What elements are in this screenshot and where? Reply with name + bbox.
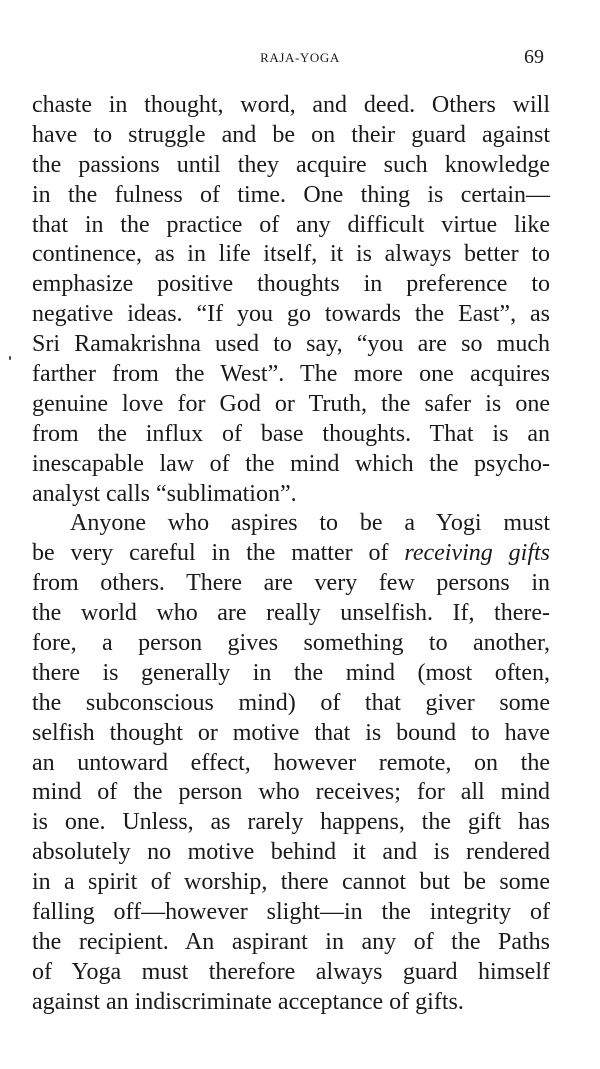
page-number: 69 [524, 46, 544, 68]
paragraph-1 [32, 91, 550, 509]
text-line: in the fulness of time. One thing is certain— [32, 181, 550, 208]
text-span: be very careful in the matter of [32, 540, 405, 567]
margin-mark [9, 356, 11, 360]
text-line: inescapable law of the mind which the psycho- [32, 450, 550, 477]
text-line: from the influx of base thoughts. That is an [32, 420, 550, 447]
text-line: the subconscious mind) of that giver some [32, 689, 550, 716]
text-line: that in the practice of any difficult virtue like [32, 211, 550, 238]
text-line: emphasize positive thoughts in preference to [32, 271, 550, 298]
text-line: an untoward effect, however remote, on the [32, 749, 550, 776]
text-line: absolutely no motive behind it and is rendered [32, 839, 550, 866]
text-line: analyst calls “sublimation”. [32, 480, 297, 507]
text-line: selfish thought or motive that is bound to have [32, 719, 550, 746]
text-line: from others. There are very few persons in [32, 570, 550, 597]
running-title: RAJA-YOGA [260, 50, 340, 65]
text-line [32, 539, 550, 569]
text-line: there is generally in the mind (most often, [32, 659, 550, 686]
text-line: have to struggle and be on their guard against [32, 121, 550, 148]
text-line: negative ideas. “If you go towards the East”, as [32, 301, 550, 328]
body-text [32, 91, 550, 1018]
text-line: chaste in thought, word, and deed. Others will [32, 92, 550, 118]
text-line: the recipient. An aspirant in any of the Paths [32, 928, 550, 955]
text-line: mind of the person who receives; for all mind [32, 779, 550, 806]
text-line: falling off—however slight—in the integrity of [32, 899, 550, 926]
running-header [0, 46, 600, 70]
text-line: the passions until they acquire such knowledge [32, 151, 550, 178]
italic-emphasis: receiving gifts [404, 540, 550, 567]
text-line: the world who are really unselfish. If, there- [32, 600, 550, 627]
text-line: farther from the West”. The more one acquires [32, 361, 550, 388]
paragraph-2 [32, 509, 550, 1017]
text-line: genuine love for God or Truth, the safer is one [32, 390, 550, 417]
text-line: against an indiscriminate acceptance of gifts. [32, 988, 464, 1015]
text-line: fore, a person gives something to another, [32, 630, 550, 657]
text-line: is one. Unless, as rarely happens, the gift has [32, 809, 550, 836]
text-line: Anyone who aspires to be a Yogi must [70, 510, 550, 537]
text-line: in a spirit of worship, there cannot but be some [32, 869, 550, 896]
text-line: of Yoga must therefore always guard himself [32, 958, 550, 985]
text-line: Sri Ramakrishna used to say, “you are so much [32, 331, 550, 358]
text-line: continence, as in life itself, it is always better to [32, 241, 550, 268]
